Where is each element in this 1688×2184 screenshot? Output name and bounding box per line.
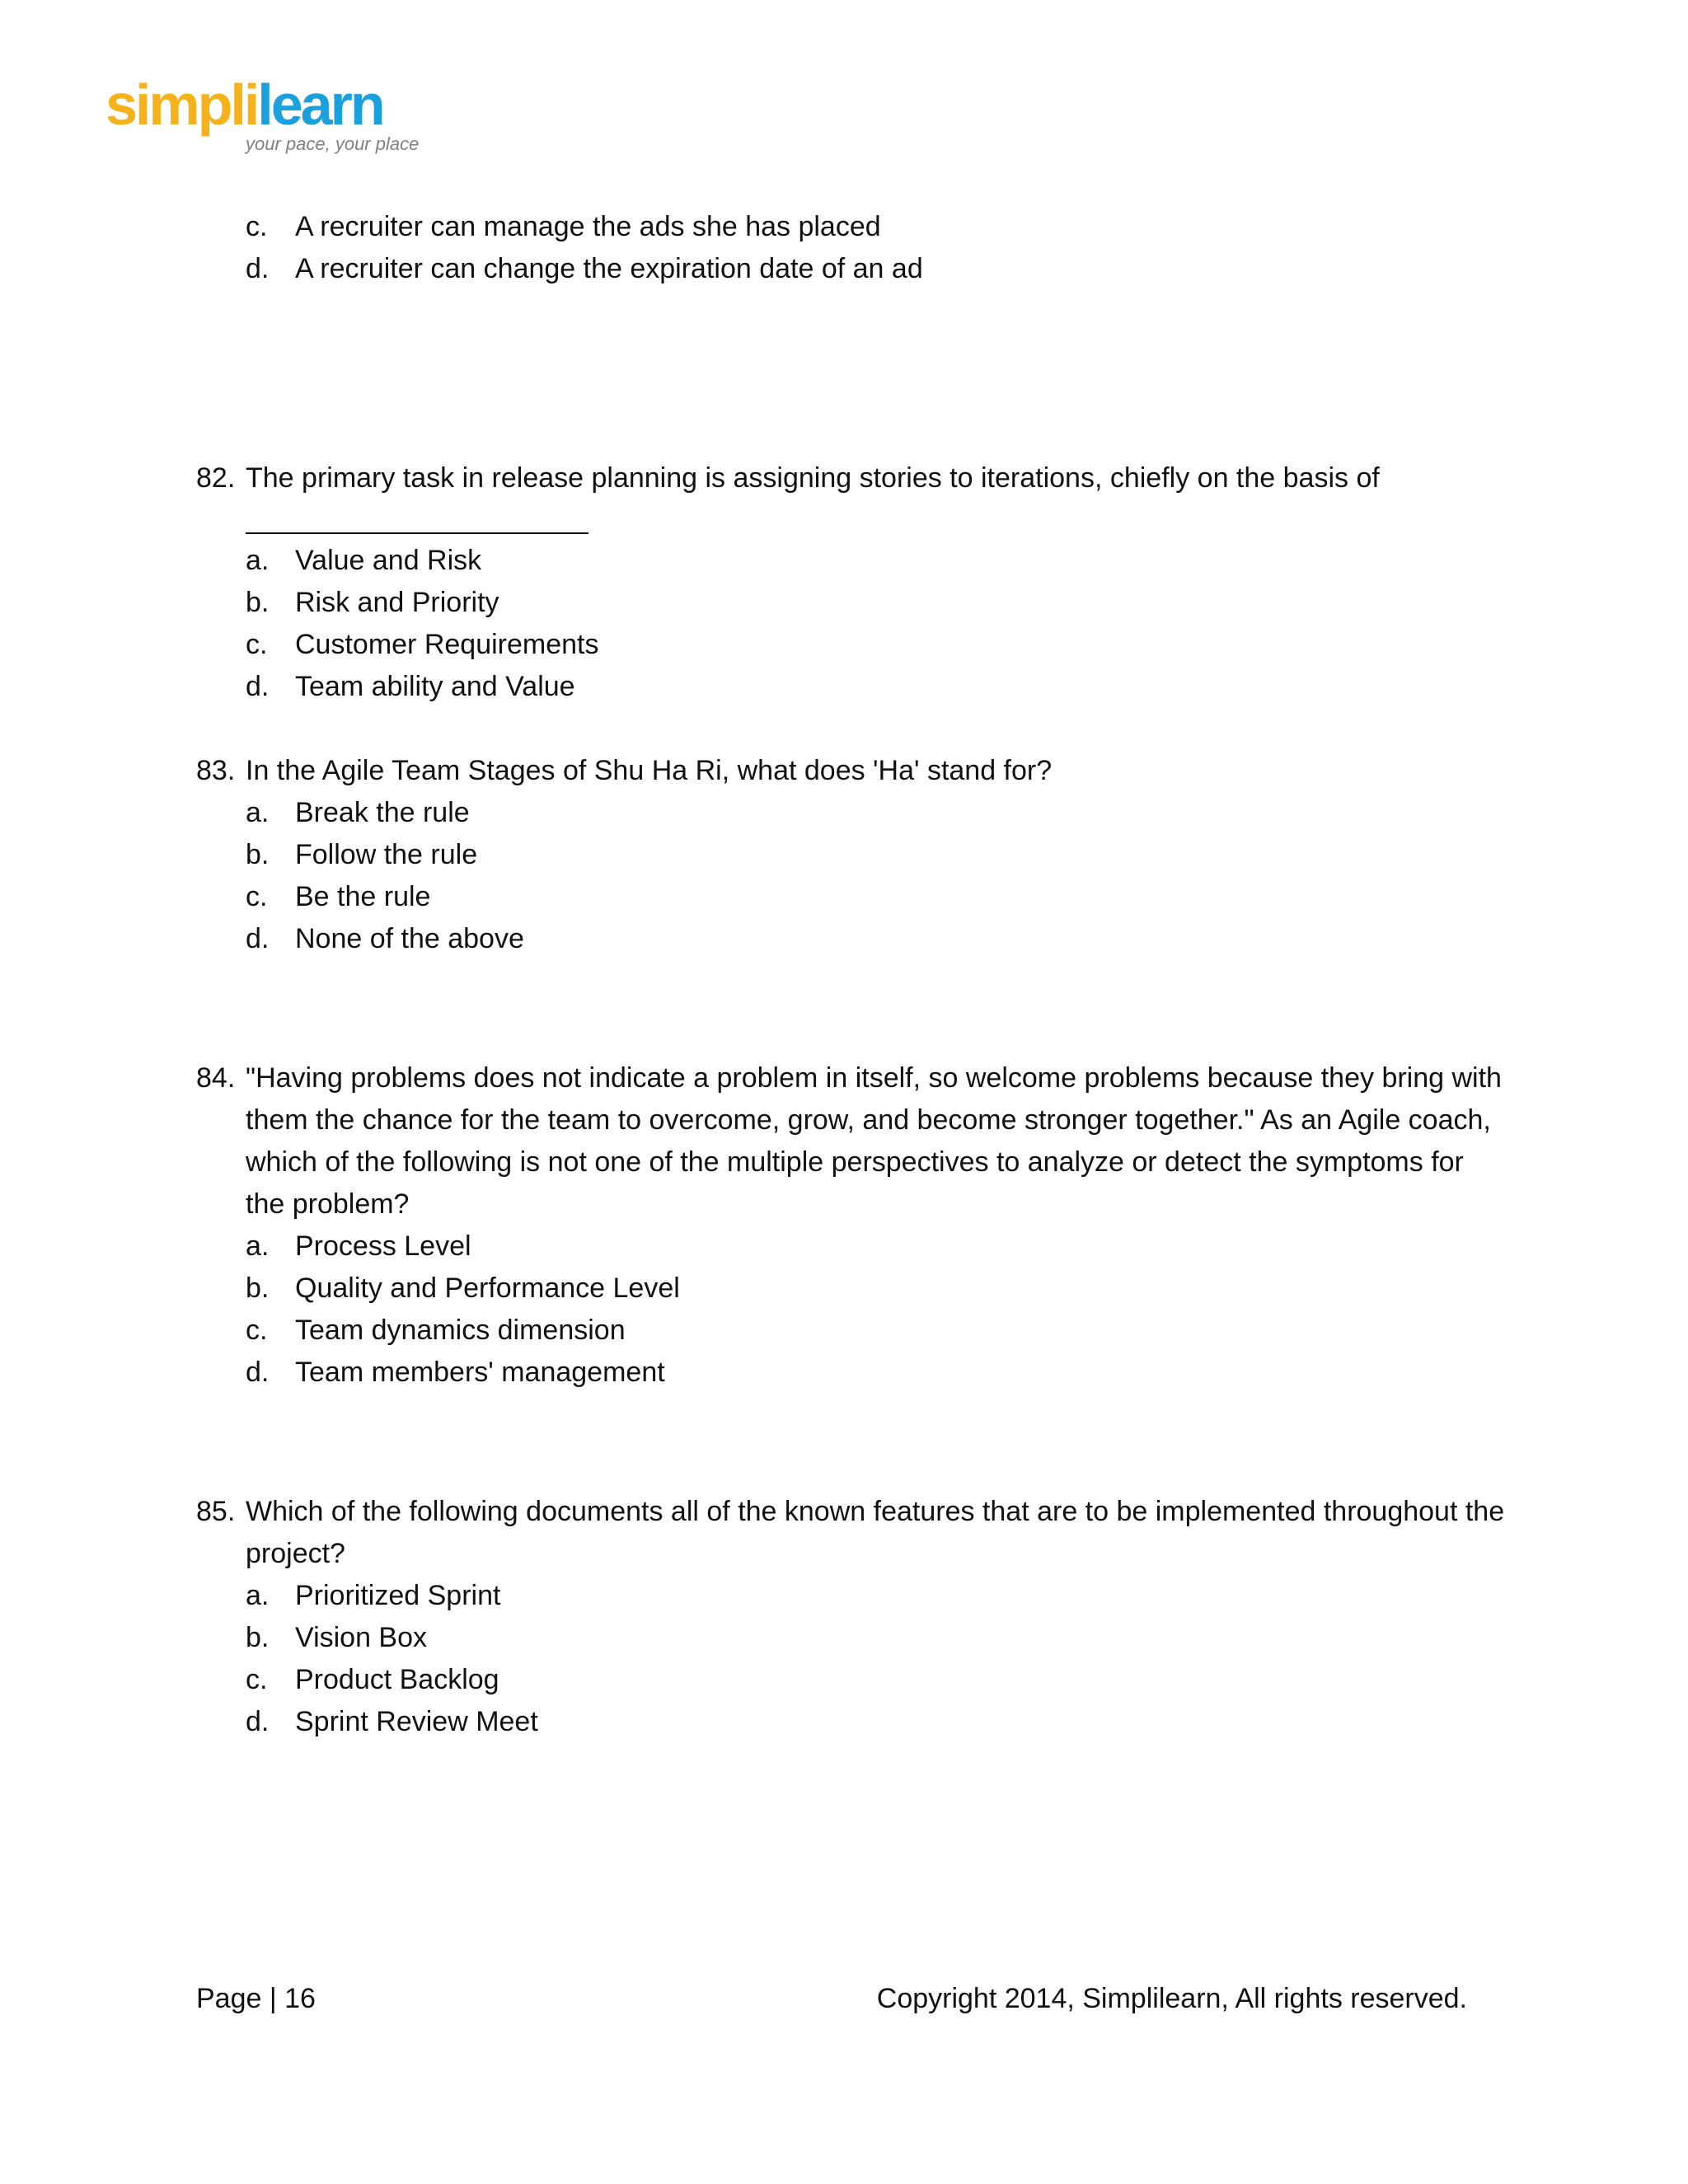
- option-text: Product Backlog: [295, 1664, 499, 1695]
- answer-blank-line: [246, 532, 588, 534]
- copyright-notice: Copyright 2014, Simplilearn, All rights reserved.: [876, 1983, 1467, 2014]
- option-text: A recruiter can change the expiration date of an ad: [295, 253, 923, 284]
- option-text: Sprint Review Meet: [295, 1706, 538, 1737]
- option-letter: d.: [246, 671, 270, 702]
- question-85: [196, 1491, 1507, 1575]
- question-number: 82.: [196, 462, 236, 494]
- option-text: Team ability and Value: [295, 671, 575, 702]
- option-letter: a.: [246, 1230, 270, 1262]
- option-text: Team dynamics dimension: [295, 1315, 626, 1346]
- question-text: Which of the following documents all of the known features that are to be implemented throughout the project?: [246, 1496, 1505, 1569]
- option-letter: d.: [246, 923, 270, 954]
- option-letter: c.: [246, 211, 268, 242]
- option-text: Customer Requirements: [295, 629, 599, 660]
- question-number: 84.: [196, 1062, 236, 1094]
- option-text: Prioritized Sprint: [295, 1580, 501, 1611]
- option-text: Team members' management: [295, 1357, 665, 1388]
- question-text: In the Agile Team Stages of Shu Ha Ri, what does 'Ha' stand for?: [246, 755, 1053, 786]
- option-letter: b.: [246, 1622, 270, 1653]
- option-letter: c.: [246, 1315, 268, 1346]
- option-text: Quality and Performance Level: [295, 1272, 680, 1304]
- option-text: Break the rule: [295, 797, 470, 828]
- question-number: 85.: [196, 1496, 236, 1527]
- logo-part-learn: learn: [257, 73, 383, 137]
- simplilearn-logo: [106, 73, 435, 158]
- question-text: "Having problems does not indicate a problem in itself, so welcome problems because they bring with them the chance for the team to overcome, grow, and become stronger together." As an Agile coach, which of the following is not one of the multiple perspectives to analyze or detect the symptoms for the problem?: [246, 1062, 1502, 1220]
- option-text: Process Level: [295, 1230, 471, 1262]
- option-letter: b.: [246, 1272, 270, 1304]
- option-text: Follow the rule: [295, 839, 478, 870]
- option-letter: d.: [246, 1357, 270, 1388]
- option-letter: c.: [246, 881, 268, 912]
- option-letter: c.: [246, 629, 268, 660]
- question-text: The primary task in release planning is assigning stories to iterations, chiefly on the basis of: [246, 462, 1380, 494]
- page-number: Page | 16: [196, 1983, 316, 2014]
- logo-wordmark: [106, 73, 383, 137]
- logo-tagline: your pace, your place: [246, 134, 420, 154]
- logo-part-i: i: [243, 73, 258, 137]
- question-number: 83.: [196, 755, 236, 786]
- option-letter: a.: [246, 545, 270, 576]
- option-text: Vision Box: [295, 1622, 428, 1653]
- option-text: A recruiter can manage the ads she has placed: [295, 211, 881, 242]
- question-82: [196, 457, 1507, 499]
- option-letter: a.: [246, 1580, 270, 1611]
- option-letter: a.: [246, 797, 270, 828]
- option-text: Be the rule: [295, 881, 431, 912]
- question-84: [196, 1057, 1507, 1226]
- option-text: Risk and Priority: [295, 587, 499, 618]
- option-letter: d.: [246, 1706, 270, 1737]
- question-83: [196, 750, 1507, 792]
- logo-part-simpl: simpl: [106, 73, 244, 137]
- option-text: None of the above: [295, 923, 524, 954]
- option-text: Value and Risk: [295, 545, 482, 576]
- option-letter: b.: [246, 839, 270, 870]
- option-letter: d.: [246, 253, 270, 284]
- option-letter: b.: [246, 587, 270, 618]
- option-letter: c.: [246, 1664, 268, 1695]
